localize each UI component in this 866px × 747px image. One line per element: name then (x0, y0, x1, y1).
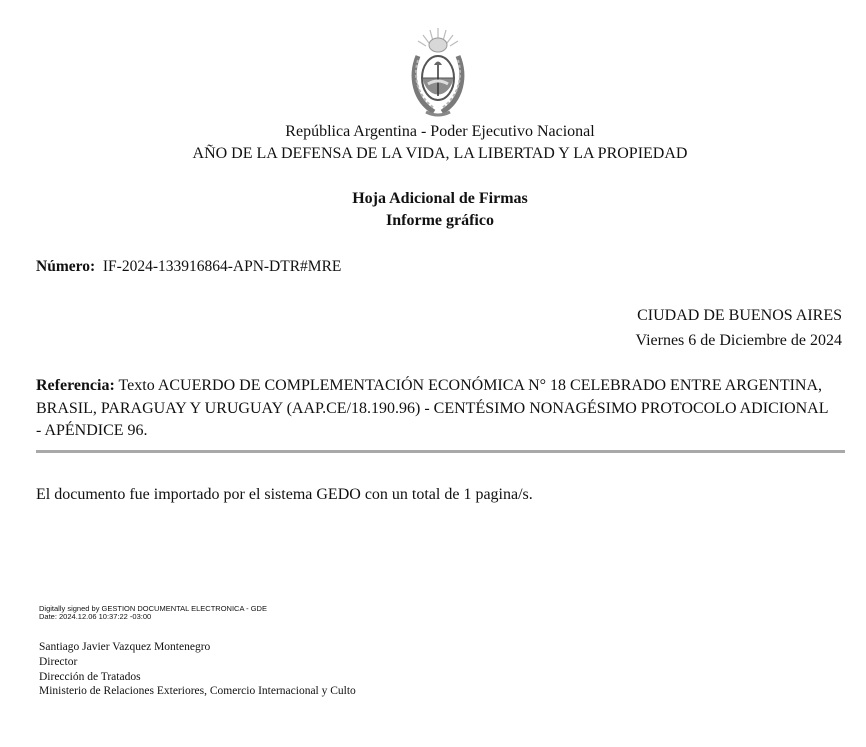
signatory-ministry: Ministerio de Relaciones Exteriores, Comercio Internacional y Culto (39, 685, 356, 697)
header-institution: República Argentina - Poder Ejecutivo Nacional (285, 123, 595, 140)
signatory-office: Dirección de Tratados (39, 671, 141, 683)
divider (36, 450, 845, 453)
reference-text: Texto ACUERDO DE COMPLEMENTACIÓN ECONÓMICA N° 18 CELEBRADO ENTRE ARGENTINA, BRASIL, PARAGUAY Y URUGUAY (AAP.CE/18.190.96) - CENTÉSIMO NONAGÉSIMO PROTOCOLO ADICIONAL - APÉNDICE 96. (36, 377, 828, 439)
signatory-name: Santiago Javier Vazquez Montenegro (39, 641, 211, 653)
document-number (36, 257, 341, 277)
document-number-label: Número: (36, 258, 96, 275)
signatory-position: Director (39, 656, 78, 668)
document-date: Viernes 6 de Diciembre de 2024 (635, 332, 842, 349)
page-subtitle: Informe gráfico (386, 212, 494, 229)
reference-label: Referencia: (36, 377, 115, 394)
reference-block (36, 375, 836, 443)
body-text: El documento fue importado por el sistema GEDO con un total de 1 pagina/s. (36, 486, 533, 503)
argentina-coat-of-arms-icon (408, 26, 468, 122)
document-city: CIUDAD DE BUENOS AIRES (637, 307, 842, 324)
digital-signature-signed-by: Digitally signed by GESTION DOCUMENTAL ELECTRONICA - GDE (39, 604, 267, 613)
page-title: Hoja Adicional de Firmas (352, 190, 528, 207)
digital-signature-date: Date: 2024.12.06 10:37:22 -03:00 (39, 612, 152, 621)
document-number-value: IF-2024-133916864-APN-DTR#MRE (102, 258, 342, 275)
header-year-motto: AÑO DE LA DEFENSA DE LA VIDA, LA LIBERTAD Y LA PROPIEDAD (192, 145, 688, 162)
